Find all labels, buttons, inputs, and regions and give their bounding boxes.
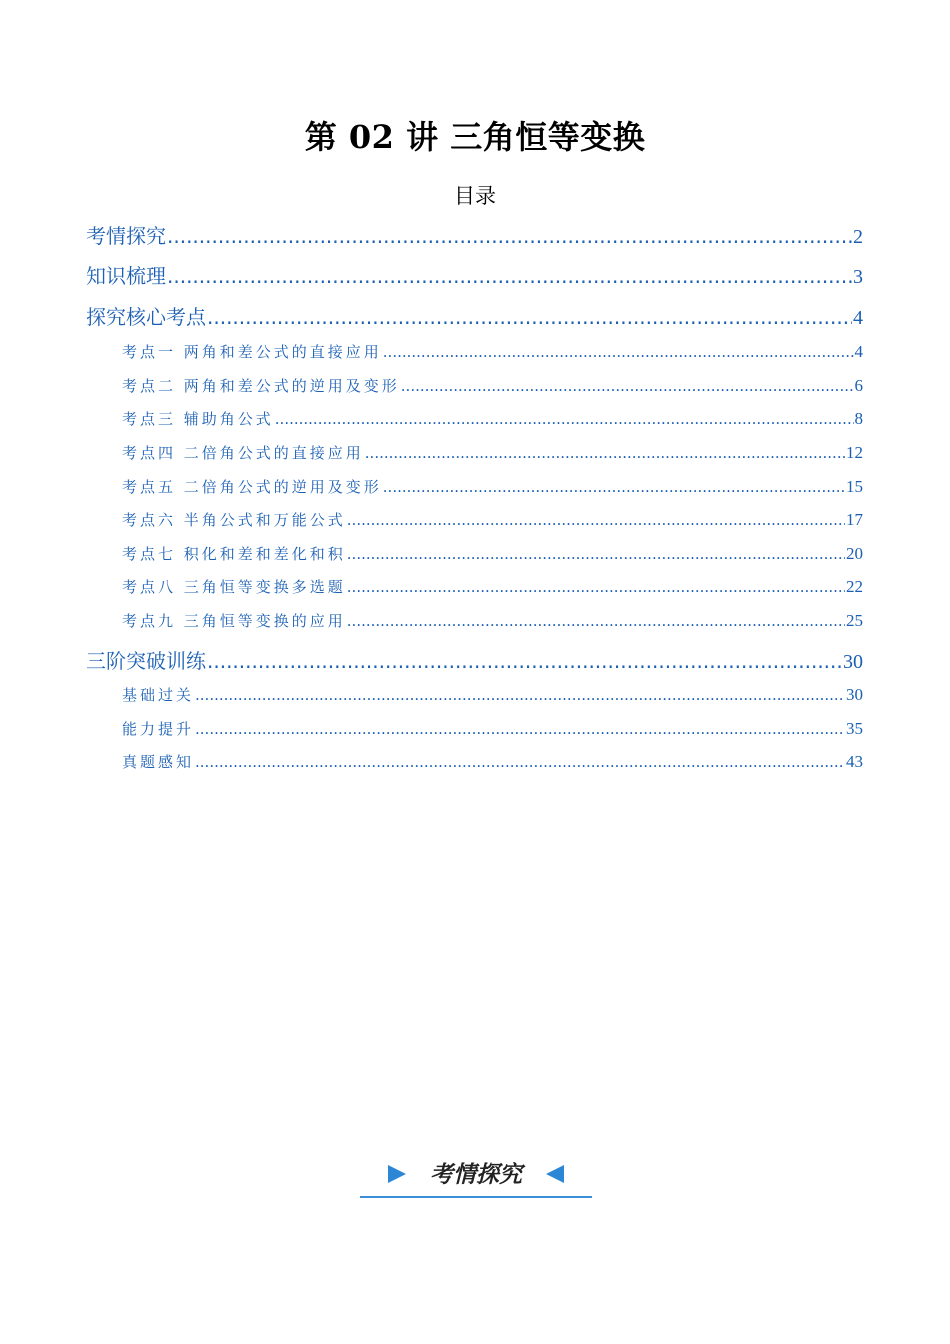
toc-item-label: 探究核心考点 xyxy=(86,305,206,329)
toc-item-page: 22 xyxy=(846,577,863,596)
toc-item-kaodian-8[interactable] xyxy=(122,576,863,597)
toc-item-label: 能力提升 xyxy=(122,720,195,738)
toc-item-kaoqing[interactable] xyxy=(86,220,863,249)
toc-item-label: 考点八 三角恒等变换多选题 xyxy=(122,578,346,596)
toc-item-page: 30 xyxy=(846,685,863,704)
toc-item-nengli[interactable] xyxy=(122,718,863,739)
toc-item-label: 考点三 辅助角公式 xyxy=(122,410,274,428)
toc-item-label: 真题感知 xyxy=(122,753,195,771)
toc-item-kaodian-9[interactable] xyxy=(122,610,863,631)
toc-item-page: 35 xyxy=(846,719,863,738)
toc-item-label: 考点五 二倍角公式的逆用及变形 xyxy=(122,478,382,496)
toc-item-page: 20 xyxy=(846,544,863,563)
toc-leader-dots xyxy=(275,410,854,428)
section-banner-title: 考情探究 xyxy=(430,1162,522,1188)
toc-item-page: 4 xyxy=(854,342,863,361)
toc-heading: 目录 xyxy=(454,184,496,208)
toc-leader-dots xyxy=(167,224,852,248)
toc-item-page: 25 xyxy=(846,611,863,630)
toc-leader-dots xyxy=(195,720,845,738)
toc-leader-dots xyxy=(383,478,845,496)
toc-item-page: 8 xyxy=(854,409,863,428)
toc-item-label: 基础过关 xyxy=(122,686,195,704)
section-banner xyxy=(360,1152,592,1198)
toc-item-zhenti[interactable] xyxy=(122,751,863,772)
toc-leader-dots xyxy=(347,578,845,596)
toc-item-zhishi[interactable] xyxy=(86,260,863,289)
toc-item-kaodian-5[interactable] xyxy=(122,476,863,497)
toc-item-label: 考点一 两角和差公式的直接应用 xyxy=(122,343,382,361)
toc-item-page: 4 xyxy=(853,307,863,329)
toc-item-label: 三阶突破训练 xyxy=(86,649,206,673)
toc-leader-dots xyxy=(365,444,845,462)
toc-item-page: 43 xyxy=(846,752,863,771)
toc-item-label: 考情探究 xyxy=(86,224,166,248)
toc-leader-dots xyxy=(401,377,854,395)
toc-leader-dots xyxy=(195,753,845,771)
toc-item-page: 6 xyxy=(854,376,863,395)
toc-item-label: 知识梳理 xyxy=(86,264,166,288)
toc-leader-dots xyxy=(195,686,845,704)
triangle-left-icon xyxy=(546,1165,564,1183)
toc-leader-dots xyxy=(207,305,852,329)
banner-underline xyxy=(360,1196,592,1198)
toc-leader-dots xyxy=(383,343,854,361)
toc-item-kaodian-3[interactable] xyxy=(122,408,863,429)
toc-item-page: 2 xyxy=(853,226,863,248)
toc-item-page: 17 xyxy=(846,510,863,529)
toc-item-sanjie[interactable] xyxy=(86,645,863,674)
toc-item-label: 考点二 两角和差公式的逆用及变形 xyxy=(122,377,400,395)
toc-leader-dots xyxy=(167,264,852,288)
toc-leader-dots xyxy=(347,612,845,630)
toc-leader-dots xyxy=(347,545,845,563)
toc-item-kaodian-4[interactable] xyxy=(122,442,863,463)
toc-item-kaodian-2[interactable] xyxy=(122,375,863,396)
toc-item-page: 15 xyxy=(846,477,863,496)
document-title: 第 02 讲 三角恒等变换 xyxy=(304,118,646,156)
toc-item-label: 考点九 三角恒等变换的应用 xyxy=(122,612,346,630)
toc-item-kaodian-7[interactable] xyxy=(122,543,863,564)
toc-item-label: 考点七 积化和差和差化和积 xyxy=(122,545,346,563)
toc-leader-dots xyxy=(207,649,842,673)
toc-item-page: 30 xyxy=(843,651,863,673)
toc-item-page: 12 xyxy=(846,443,863,462)
toc-item-kaodian-6[interactable] xyxy=(122,509,863,530)
toc-leader-dots xyxy=(347,511,845,529)
toc-item-kaodian-1[interactable] xyxy=(122,341,863,362)
toc-item-page: 3 xyxy=(853,266,863,288)
toc-item-hexin[interactable] xyxy=(86,301,863,330)
toc-item-label: 考点六 半角公式和万能公式 xyxy=(122,511,346,529)
toc-item-jichu[interactable] xyxy=(122,684,863,705)
toc-item-label: 考点四 二倍角公式的直接应用 xyxy=(122,444,364,462)
